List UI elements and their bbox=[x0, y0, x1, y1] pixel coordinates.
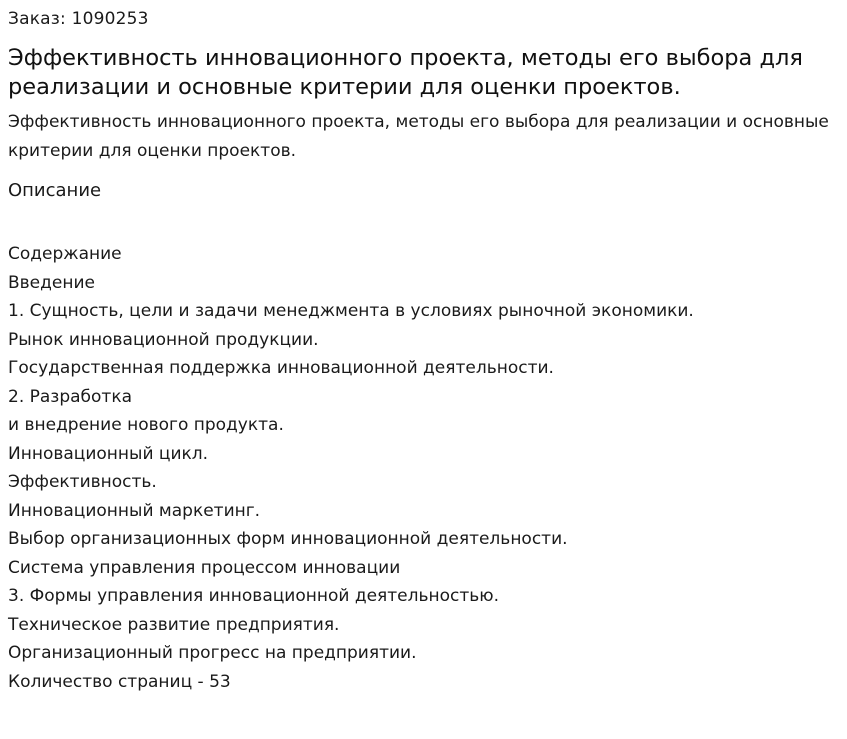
list-item: Содержание bbox=[8, 244, 122, 264]
list-item: Система управления процессом инновации bbox=[8, 557, 401, 578]
list-item: Техническое развитие предприятия. bbox=[8, 614, 340, 635]
list-item: Рынок инновационной продукции. bbox=[8, 329, 319, 350]
list-item: Государственная поддержка инновационной деятельности. bbox=[8, 358, 554, 378]
list-item: Эффективность. bbox=[8, 472, 157, 492]
table-of-contents bbox=[8, 240, 839, 696]
list-item: Организационный прогресс на предприятии. bbox=[8, 643, 417, 663]
list-item: Инновационный маркетинг. bbox=[8, 500, 261, 521]
description-heading: Описание bbox=[8, 180, 102, 201]
list-item: 1. Сущность, цели и задачи менеджмента в условиях рыночной экономики. bbox=[8, 301, 694, 321]
page-title: Эффективность инновационного проекта, методы его выбора для реализации и основные критерии для оценки проектов. bbox=[8, 45, 803, 100]
list-item: Выбор организационных форм инновационной деятельности. bbox=[8, 529, 568, 549]
list-item: Инновационный цикл. bbox=[8, 443, 209, 464]
page-subtitle: Эффективность инновационного проекта, методы его выбора для реализации и основные критерии для оценки проектов. bbox=[8, 112, 829, 161]
list-item: Введение bbox=[8, 272, 95, 293]
list-item: и внедрение нового продукта. bbox=[8, 415, 284, 435]
list-item: 2. Разработка bbox=[8, 386, 133, 407]
page-count: Количество страниц - 53 bbox=[8, 671, 231, 692]
order-number: Заказ: 1090253 bbox=[8, 9, 149, 29]
list-item: 3. Формы управления инновационной деятельностью. bbox=[8, 586, 500, 606]
